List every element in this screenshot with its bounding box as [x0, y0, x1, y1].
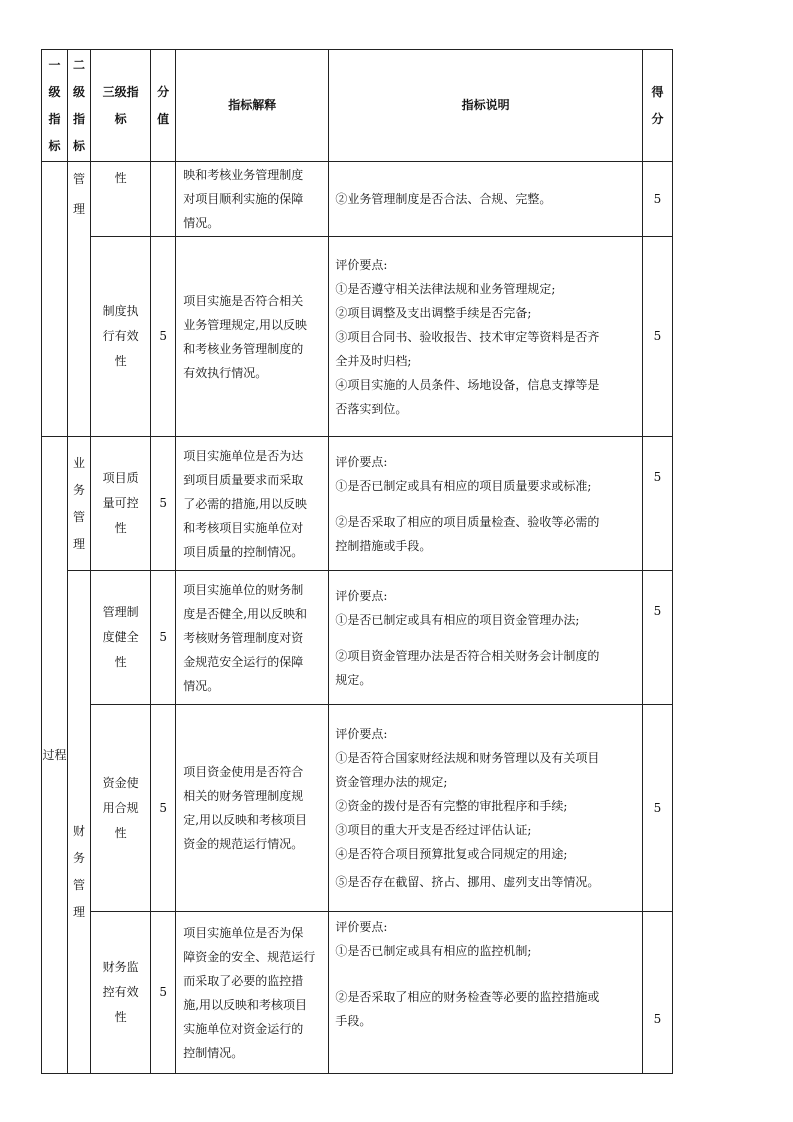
level2-cell: 管理: [68, 162, 91, 437]
explanation-cell: 映和考核业务管理制度 对项目顺利实施的保障 情况。: [176, 162, 329, 237]
score-cell: [151, 162, 176, 237]
level2-cell: 财 务 管 理: [68, 571, 91, 1074]
header-level3: 三级指 标: [91, 50, 151, 162]
description-cell: 评价要点: ①是否符合国家财经法规和财务管理以及有关项目 资金管理办法的规定; ②资金的拨付是否有完整的审批程序和手续; ③项目的重大开支是否经过评估认证; ④是否符合项目预算批复或合同规定的用途; ⑤是否存在截留、挤占、挪用、虚列支出等情况。: [329, 705, 642, 912]
points-cell: 5: [642, 162, 672, 237]
level3-cell: 资金使 用合规 性: [91, 705, 151, 912]
table-row: [42, 437, 673, 571]
explanation-cell: 项目资金使用是否符合 相关的财务管理制度规 定,用以反映和考核项目 资金的规范运行情况。: [176, 705, 329, 912]
points-cell: 5: [642, 705, 672, 912]
level3-cell: 制度执 行有效 性: [91, 237, 151, 437]
level1-cell-process: 过程: [42, 437, 68, 1074]
points-cell: 5: [642, 571, 672, 705]
table-row: [42, 571, 673, 705]
score-cell: 5: [151, 571, 176, 705]
explanation-cell: 项目实施单位的财务制 度是否健全,用以反映和 考核财务管理制度对资 金规范安全运行的保障 情况。: [176, 571, 329, 705]
description-cell: 评价要点: ①是否已制定或具有相应的监控机制; ②是否采取了相应的财务检查等必要的监控措施或 手段。: [329, 912, 642, 1074]
header-level2: 二 级 指 标: [68, 50, 91, 162]
score-cell: 5: [151, 705, 176, 912]
header-row: [42, 50, 673, 162]
evaluation-table: [41, 49, 673, 1074]
level1-cell-empty: [42, 162, 68, 437]
table-row: [42, 912, 673, 1074]
table-row: [42, 705, 673, 912]
header-points: 得 分: [642, 50, 672, 162]
level3-cell: 性: [91, 162, 151, 237]
level2-cell: 业 务 管 理: [68, 437, 91, 571]
points-cell: 5: [642, 912, 672, 1074]
table-row: [42, 162, 673, 237]
level3-cell: 财务监 控有效 性: [91, 912, 151, 1074]
header-description: 指标说明: [329, 50, 642, 162]
score-cell: 5: [151, 237, 176, 437]
points-cell: 5: [642, 237, 672, 437]
level3-cell: 项目质 量可控 性: [91, 437, 151, 571]
description-cell: 评价要点: ①是否已制定或具有相应的项目资金管理办法; ②项目资金管理办法是否符合相关财务会计制度的 规定。: [329, 571, 642, 705]
explanation-cell: 项目实施单位是否为达 到项目质量要求而采取 了必需的措施,用以反映 和考核项目实施单位对 项目质量的控制情况。: [176, 437, 329, 571]
points-cell: 5: [642, 437, 672, 571]
header-level1: 一 级 指 标: [42, 50, 68, 162]
description-cell: 评价要点: ①是否遵守相关法律法规和业务管理规定; ②项目调整及支出调整手续是否完备; ③项目合同书、验收报告、技术审定等资料是否齐 全并及时归档; ④项目实施的人员条件、场地设备，信息支撑等是 否落实到位。: [329, 237, 642, 437]
header-score: 分 值: [151, 50, 176, 162]
score-cell: 5: [151, 912, 176, 1074]
description-cell: ②业务管理制度是否合法、合规、完整。: [329, 162, 642, 237]
explanation-cell: 项目实施是否符合相关 业务管理规定,用以反映 和考核业务管理制度的 有效执行情况。: [176, 237, 329, 437]
level3-cell: 管理制 度健全 性: [91, 571, 151, 705]
explanation-cell: 项目实施单位是否为保 障资金的安全、规范运行 而采取了必要的监控措 施,用以反映和考核项目 实施单位对资金运行的 控制情况。: [176, 912, 329, 1074]
score-cell: 5: [151, 437, 176, 571]
table-row: [42, 237, 673, 437]
header-explanation: 指标解释: [176, 50, 329, 162]
description-cell: 评价要点: ①是否已制定或具有相应的项目质量要求或标准; ②是否采取了相应的项目质量检查、验收等必需的 控制措施或手段。: [329, 437, 642, 571]
